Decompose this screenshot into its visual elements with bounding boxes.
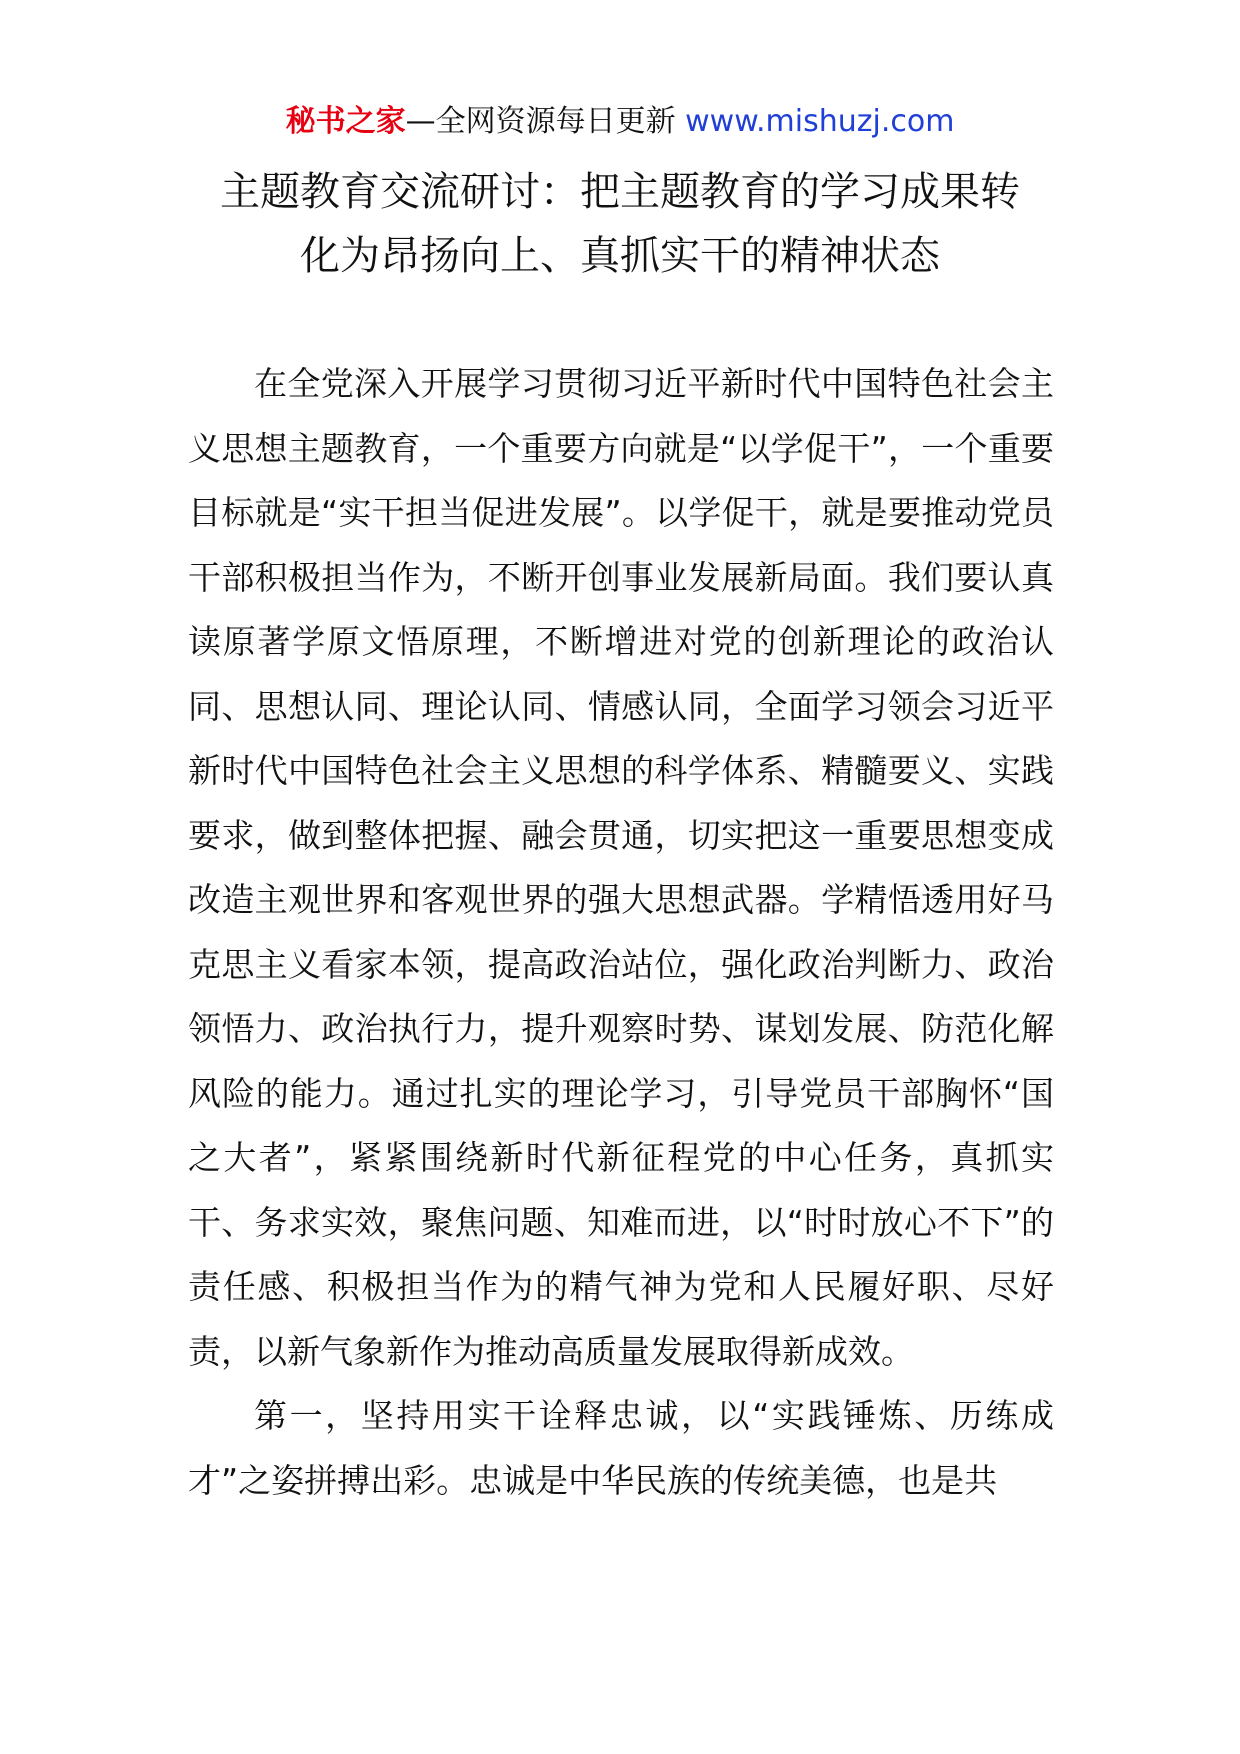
document-body — [188, 352, 1054, 1513]
document-title — [150, 160, 1090, 288]
body-paragraph-2: 第一，坚持用实干诠释忠诚，以“实践锤炼、历练成才”之姿拼搏出彩。忠诚是中华民族的传统美德，也是共 — [188, 1396, 1054, 1500]
document-title-line-2: 化为昂扬向上、真抓实干的精神状态 — [300, 233, 940, 279]
site-url-link[interactable]: www.mishuzj.com — [685, 104, 955, 139]
site-header — [0, 102, 1240, 142]
site-tagline: —全网资源每日更新 — [405, 104, 686, 139]
body-paragraph-1: 在全党深入开展学习贯彻习近平新时代中国特色社会主义思想主题教育，一个重要方向就是“以学促干”，一个重要目标就是“实干担当促进发展”。以学促干，就是要推动党员干部积极担当作为，不断开创事业发展新局面。我们要认真读原著学原文悟原理，不断增进对党的创新理论的政治认同、思想认同、理论认同、情感认同，全面学习领会习近平新时代中国特色社会主义思想的科学体系、精髓要义、实践要求，做到整体把握、融会贯通，切实把这一重要思想变成改造主观世界和客观世界的强大思想武器。学精悟透用好马克思主义看家本领，提高政治站位，强化政治判断力、政治领悟力、政治执行力，提升观察时势、谋划发展、防范化解风险的能力。通过扎实的理论学习，引导党员干部胸怀“国之大者”，紧紧围绕新时代新征程党的中心任务，真抓实干、务求实效，聚焦问题、知难而进，以“时时放心不下”的责任感、积极担当作为的精气神为党和人民履好职、尽好责，以新气象新作为推动高质量发展取得新成效。 — [188, 364, 1054, 1371]
document-title-line-1: 主题教育交流研讨：把主题教育的学习成果转 — [220, 169, 1020, 215]
site-brand: 秘书之家 — [285, 104, 406, 139]
